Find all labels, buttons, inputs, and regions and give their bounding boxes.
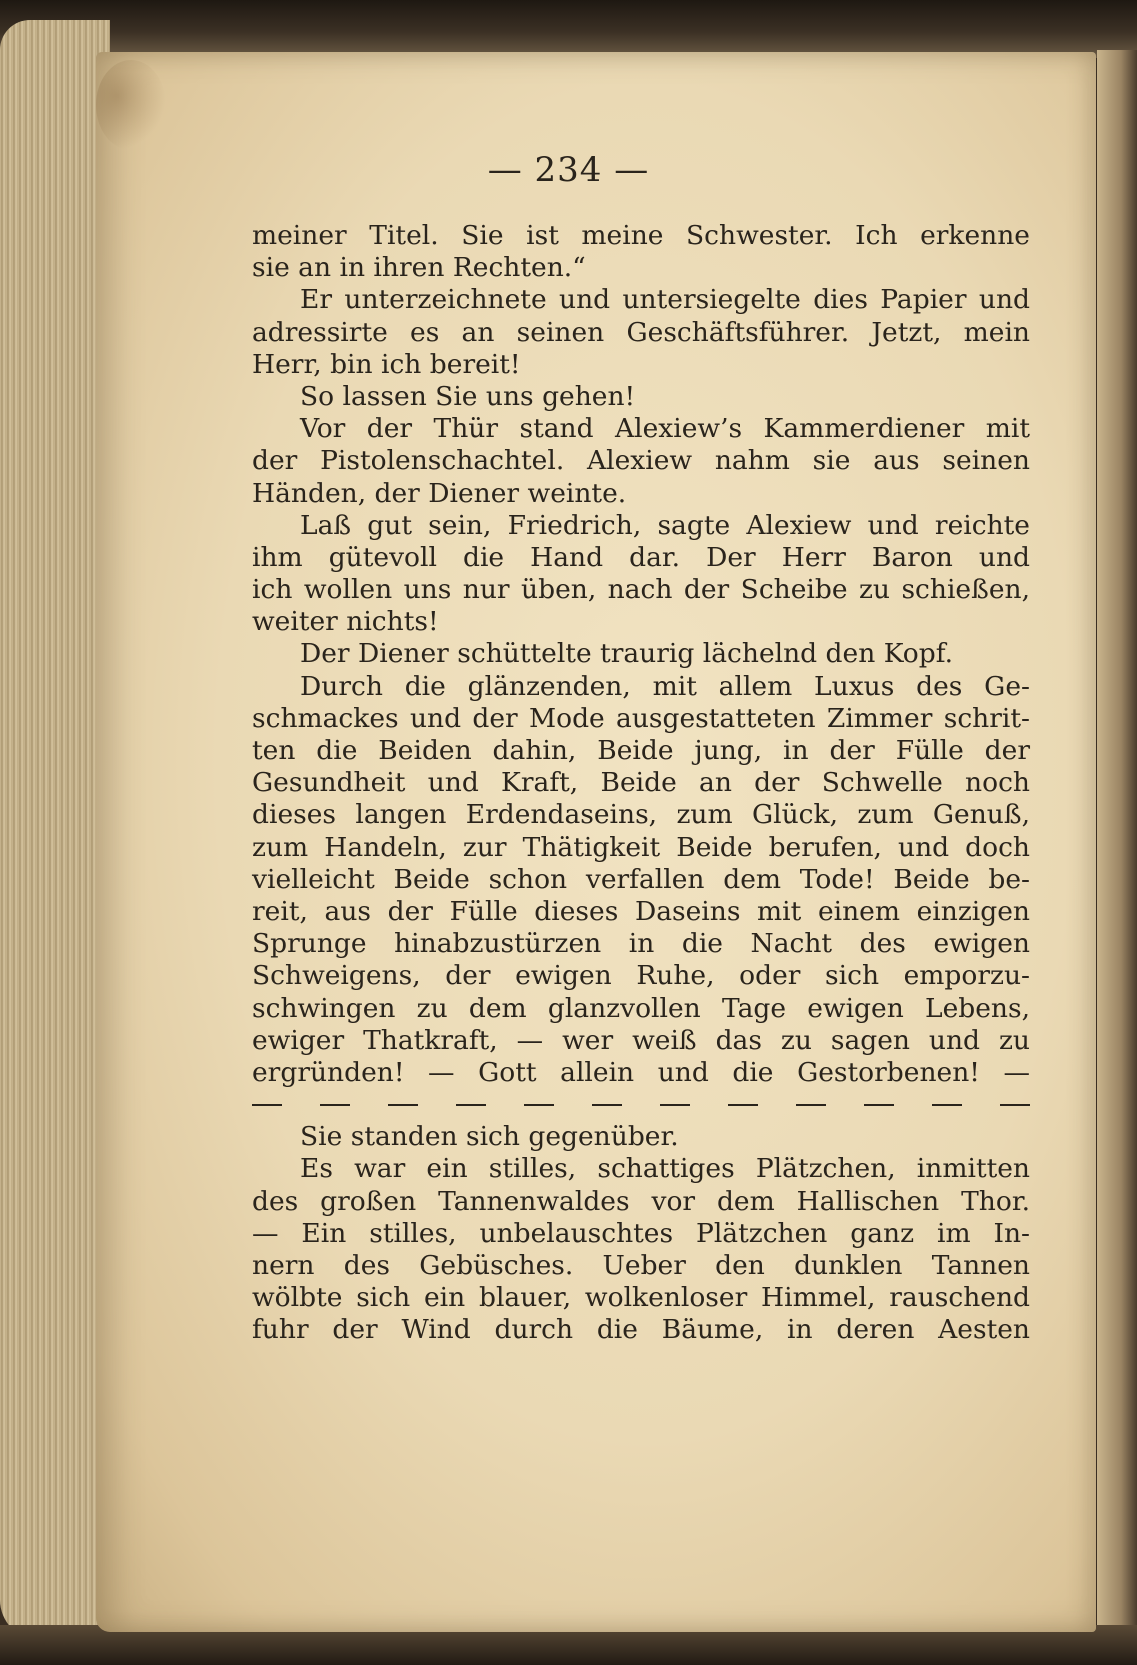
text-line: Laß gut sein, Friedrich, sagte Alexiew und reichte	[300, 509, 1030, 541]
text-line: adressirte es an seinen Geschäftsführer. Jetzt, mein	[252, 316, 1030, 348]
book-right-edge	[1097, 50, 1137, 1650]
text-line: Es war ein stilles, schattiges Plätzchen, inmitten	[300, 1153, 1030, 1185]
text-line: Sprunge hinabzustürzen in die Nacht des ewigen	[252, 928, 1030, 960]
text-line: Der Diener schüttelte traurig lächelnd den Kopf.	[300, 638, 953, 670]
separator-dash	[1000, 1104, 1030, 1106]
text-line: zum Handeln, zur Thätigkeit Beide berufen, und doch	[252, 831, 1030, 863]
text-line: Vor der Thür stand Alexiew’s Kammerdiener mit	[300, 413, 1030, 445]
separator-dash	[252, 1104, 282, 1106]
text-line: ewiger Thatkraft, — wer weiß das zu sagen und zu	[252, 1024, 1030, 1056]
text-line: nern des Gebüsches. Ueber den dunklen Tannen	[252, 1250, 1030, 1281]
text-line: Er unterzeichnete und untersiegelte dies Papier und	[300, 284, 1030, 316]
text-line: vielleicht Beide schon verfallen dem Tode! Beide be-	[252, 863, 1030, 895]
separator-dash	[660, 1104, 690, 1106]
text-line: weiter nichts!	[252, 606, 439, 638]
separator-dash	[456, 1104, 486, 1106]
page-stack-edges	[0, 20, 110, 1640]
text-line: sie an in ihren Rechten.“	[252, 252, 586, 284]
separator-dash	[932, 1104, 962, 1106]
separator-dash	[388, 1104, 418, 1106]
text-line: dieses langen Erdendaseins, zum Glück, zum Genuß,	[252, 799, 1030, 831]
text-line: des großen Tannenwaldes vor dem Hallischen Thor.	[252, 1185, 1030, 1217]
separator-dash	[796, 1104, 826, 1106]
text-line: fuhr der Wind durch die Bäume, in deren Aesten	[252, 1314, 1030, 1346]
text-line: Durch die glänzenden, mit allem Luxus des Ge-	[300, 670, 1030, 702]
text-line: Sie standen sich gegenüber.	[300, 1121, 679, 1153]
text-line: der Pistolenschachtel. Alexiew nahm sie aus seinen	[252, 445, 1030, 477]
separator-dash	[728, 1104, 758, 1106]
separator-dash	[864, 1104, 894, 1106]
body-text	[252, 220, 1030, 1347]
text-line: ergründen! — Gott allein und die Gestorbenen! —	[252, 1056, 1030, 1088]
text-line: wölbte sich ein blauer, wolkenloser Himmel, rauschend	[252, 1282, 1030, 1314]
text-line: — Ein stilles, unbelauschtes Plätzchen ganz im In-	[252, 1217, 1030, 1249]
text-line: schmackes und der Mode ausgestatteten Zimmer schrit-	[252, 702, 1030, 734]
text-line: Händen, der Diener weinte.	[252, 477, 627, 509]
text-line: meiner Titel. Sie ist meine Schwester. Ich erkenne	[252, 220, 1030, 251]
text-line: schwingen zu dem glanzvollen Tage ewigen Lebens,	[252, 992, 1030, 1024]
page-number: — 234 —	[487, 150, 650, 190]
separator-dash	[524, 1104, 554, 1106]
page-stain	[96, 60, 166, 150]
text-line: ihm gütevoll die Hand dar. Der Herr Baron und	[252, 541, 1030, 573]
text-line: reit, aus der Fülle dieses Daseins mit einem einzigen	[252, 895, 1030, 927]
separator-dash	[592, 1104, 622, 1106]
dash-separator	[252, 1089, 1030, 1121]
text-line: Schweigens, der ewigen Ruhe, oder sich emporzu-	[252, 960, 1030, 992]
text-line: ich wollen uns nur üben, nach der Scheibe zu schießen,	[252, 574, 1030, 606]
text-line: So lassen Sie uns gehen!	[300, 380, 636, 412]
separator-dash	[320, 1104, 350, 1106]
text-line: Gesundheit und Kraft, Beide an der Schwelle noch	[252, 767, 1030, 799]
text-line: Herr, bin ich bereit!	[252, 348, 521, 380]
text-line: ten die Beiden dahin, Beide jung, in der Fülle der	[252, 735, 1030, 766]
book-top-edge	[0, 0, 1137, 58]
